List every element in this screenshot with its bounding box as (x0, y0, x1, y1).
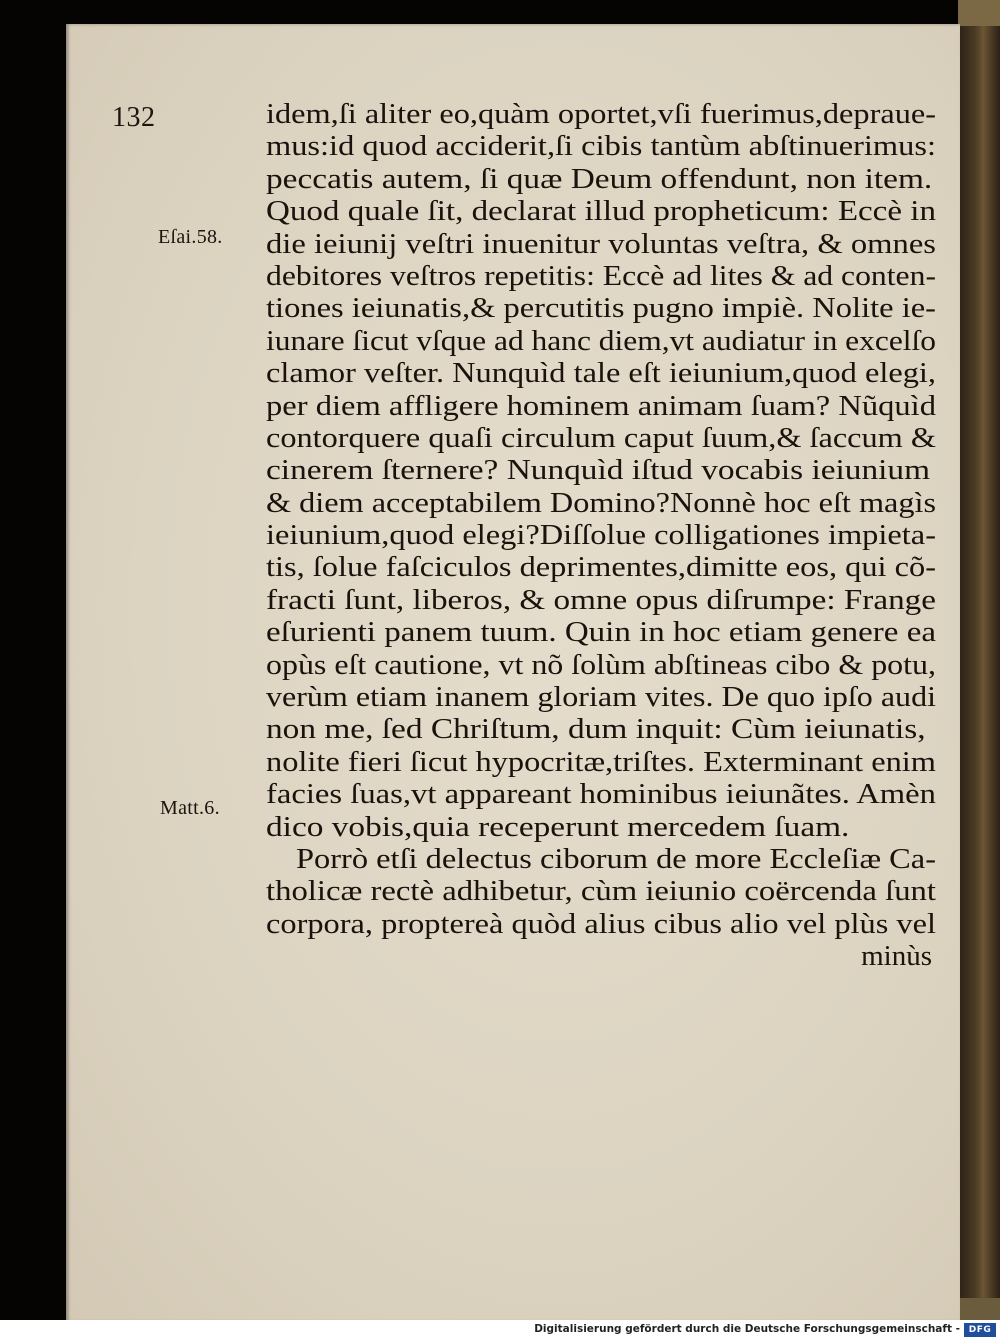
text-line: debitores veſtros repetitis: Eccè ad lites & ad conten- (266, 259, 936, 292)
text-line: tholicæ rectè adhibetur, cùm ieiunio coërcenda ſunt (266, 875, 936, 908)
page-number: 132 (112, 102, 156, 133)
text-line: nolite fieri ſicut hypocritæ,triſtes. Exterminant enim (266, 745, 936, 778)
text-line: fracti ſunt, liberos, & omne opus diſrumpe: Frange (266, 583, 936, 616)
text-line: ieiunium,quod elegi?Diſſolue colligationes impieta- (266, 519, 936, 552)
text-line: contorquere quaſi circulum caput ſuum,& ſaccum & (266, 421, 936, 454)
text-line: dico vobis,quia receperunt mercedem ſuam. (266, 810, 850, 843)
text-line: die ieiunij veſtri inuenitur voluntas veſtra, & omnes (266, 227, 936, 260)
marginal-note-matt: Matt.6. (160, 797, 220, 819)
dfg-logo-icon: DFG (964, 1323, 996, 1337)
text-line: opùs eſt cautione, vt nõ ſolùm abſtineas cibo & potu, (266, 648, 936, 681)
text-line: mus:id quod acciderit,ſi cibis tantùm abſtinuerimus: (266, 130, 936, 163)
text-line: & diem acceptabilem Domino?Nonnè hoc eſt magìs (266, 486, 936, 519)
text-line: facies ſuas,vt appareant hominibus ieiunãtes. Amèn (266, 778, 936, 811)
digitization-footer (0, 1320, 1000, 1340)
footer-credit: Digitalisierung gefördert durch die Deutsche Forschungsgemeinschaft - (534, 1323, 960, 1335)
paragraph-start-line: Porrò etſi delectus ciborum de more Eccleſiæ Ca- (296, 842, 936, 875)
book-edge-corner-top (958, 0, 1000, 26)
text-line: corpora, proptereà quòd alius cibus alio vel plùs vel (266, 907, 936, 940)
text-line: iunare ſicut vſque ad hanc diem,vt audiatur in excelſo (266, 324, 936, 357)
text-line: eſurienti panem tuum. Quin in hoc etiam genere ea (266, 616, 936, 649)
text-line: cinerem ſternere? Nunquìd iſtud vocabis ieiunium (266, 454, 931, 487)
book-edge-corner-bottom (958, 1298, 1000, 1320)
text-line: peccatis autem, ſi quæ Deum offendunt, non item. (266, 162, 933, 195)
body-text (266, 98, 936, 1078)
text-line: verùm etiam inanem gloriam vites. De quo ipſo audi (266, 681, 936, 714)
book-edge (958, 0, 1000, 1320)
text-line: non me, ſed Chriſtum, dum inquit: Cùm ieiunatis, (266, 713, 926, 746)
text-line: tis, ſolue faſciculos deprimentes,dimitte eos, qui cõ- (266, 551, 936, 584)
text-line: Quod quale ſit, declarat illud propheticum: Eccè in (266, 195, 936, 228)
text-line: tiones ieiunatis,& percutitis pugno impiè. Nolite ie- (266, 292, 936, 325)
text-line: idem,ſi aliter eo,quàm oportet,vſi fuerimus,deprauе- (266, 98, 936, 130)
text-line: per diem affligere hominem animam ſuam? Nũquìd (266, 389, 936, 422)
marginal-note-esai: Eſai.58. (158, 226, 223, 248)
text-line: clamor veſter. Nunquìd tale eſt ieiunium,quod elegi, (266, 357, 936, 390)
catchword: minùs (861, 940, 932, 973)
